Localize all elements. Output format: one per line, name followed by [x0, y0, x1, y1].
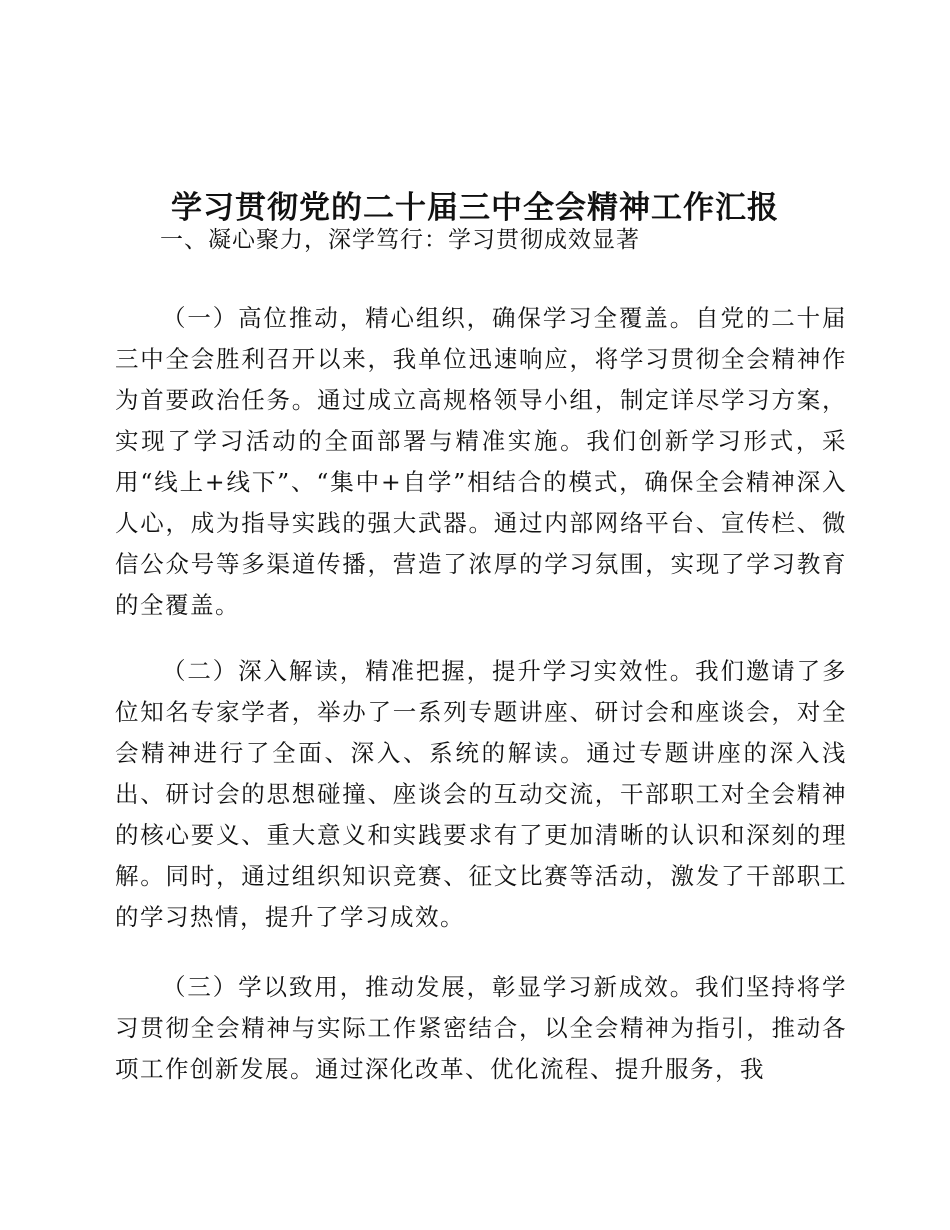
paragraph-2: （二）深入解读，精准把握，提升学习实效性。我们邀请了多位知名专家学者，举办了一系列专题讲座、研讨会和座谈会，对全会精神进行了全面、深入、系统的解读。通过专题讲座的深入浅出、研讨会的思想碰撞、座谈会的互动交流，干部职工对全会精神的核心要义、重大意义和实践要求有了更加清晰的认识和深刻的理解。同时，通过组织知识竞赛、征文比赛等活动，激发了干部职工的学习热情，提升了学习成效。 — [115, 657, 847, 931]
section-heading: 一、凝心聚力，深学笃行：学习贯彻成效显著 — [160, 227, 640, 253]
paragraph-3: （三）学以致用，推动发展，彰显学习新成效。我们坚持将学习贯彻全会精神与实际工作紧密结合，以全会精神为指引，推动各项工作创新发展。通过深化改革、优化流程、提升服务，我 — [115, 973, 847, 1083]
document-title: 学习贯彻党的二十届三中全会精神工作汇报 — [171, 190, 779, 226]
paragraph-1: （一）高位推动，精心组织，确保学习全覆盖。自党的二十届三中全会胜利召开以来，我单位迅速响应，将学习贯彻全会精神作为首要政治任务。通过成立高规格领导小组，制定详尽学习方案，实现了学习活动的全面部署与精准实施。我们创新学习形式，采用“线上+线下”、“集中+自学”相结合的模式，确保全会精神深入人心，成为指导实践的强大武器。通过内部网络平台、宣传栏、微信公众号等多渠道传播，营造了浓厚的学习氛围，实现了学习教育的全覆盖。 — [115, 304, 847, 619]
